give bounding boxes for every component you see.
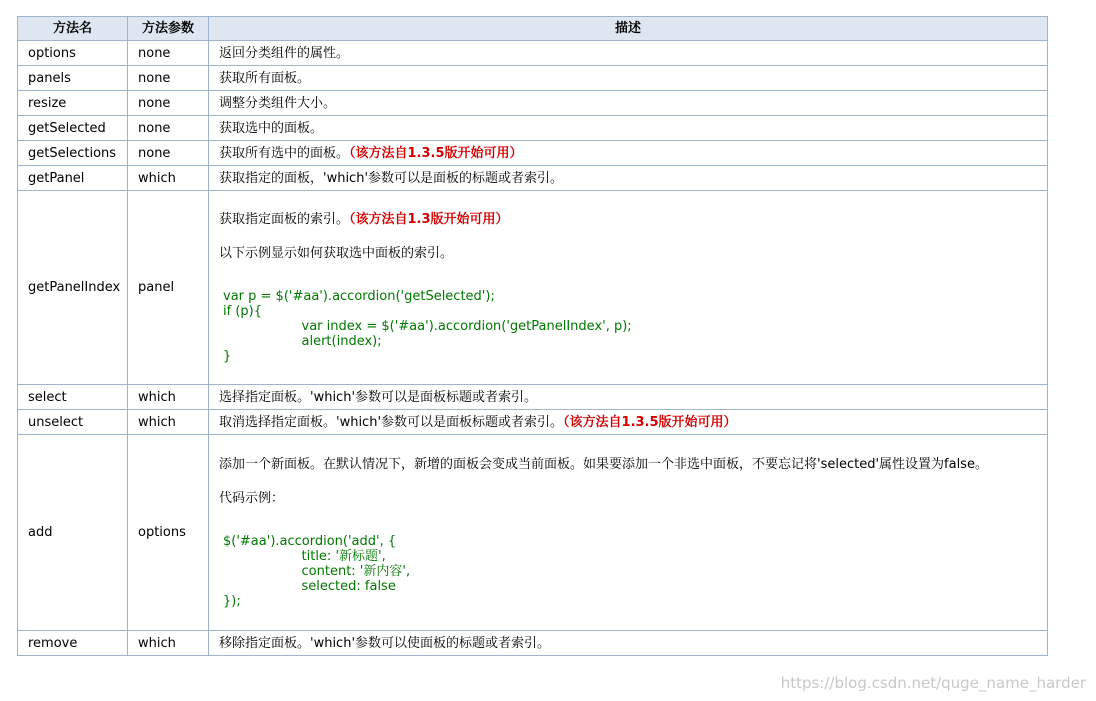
- method-name: unselect: [18, 410, 128, 435]
- method-params: none: [128, 116, 209, 141]
- method-params: which: [128, 631, 209, 656]
- method-description: [209, 66, 1048, 91]
- method-description: [209, 116, 1048, 141]
- table-row: [18, 435, 1048, 631]
- description-text: 取消选择指定面板。'which'参数可以是面板标题或者索引。: [219, 414, 564, 430]
- method-name: panels: [18, 66, 128, 91]
- table-row: [18, 91, 1048, 116]
- method-description: [209, 91, 1048, 116]
- method-params: none: [128, 66, 209, 91]
- description-text-2: 以下示例显示如何获取选中面板的索引。: [219, 246, 454, 261]
- method-description: [209, 410, 1048, 435]
- method-name: options: [18, 41, 128, 66]
- method-name: getSelections: [18, 141, 128, 166]
- description-text: 获取所有面板。: [219, 70, 311, 86]
- method-params: panel: [128, 191, 209, 385]
- table-row: [18, 191, 1048, 385]
- method-description: [209, 41, 1048, 66]
- watermark: https://blog.csdn.net/quge_name_harder: [780, 674, 1086, 692]
- table-header-row: [18, 17, 1048, 41]
- description-text: 选择指定面板。'which'参数可以是面板标题或者索引。: [219, 389, 538, 405]
- method-description: [209, 141, 1048, 166]
- description-text: 获取指定的面板，'which'参数可以是面板的标题或者索引。: [219, 170, 564, 186]
- description-text: 添加一个新面板。在默认情况下，新增的面板会变成当前面板。如果要添加一个非选中面板，不要忘记将'selected'属性设置为false。: [219, 457, 988, 472]
- method-name: getSelected: [18, 116, 128, 141]
- method-description: [209, 166, 1048, 191]
- method-params: none: [128, 91, 209, 116]
- table-row: [18, 116, 1048, 141]
- description-text: 获取选中的面板。: [219, 120, 324, 136]
- header-description: 描述: [209, 17, 1048, 41]
- method-description: [209, 191, 1048, 385]
- table-row: [18, 385, 1048, 410]
- table-row: [18, 141, 1048, 166]
- method-name: resize: [18, 91, 128, 116]
- description-text: 获取指定面板的索引。: [219, 212, 350, 227]
- table-row: [18, 410, 1048, 435]
- version-note: （该方法自1.3.5版开始可用）: [563, 414, 737, 430]
- header-params: 方法参数: [128, 17, 209, 41]
- methods-table: [17, 16, 1048, 656]
- description-text: 获取所有选中的面板。: [219, 145, 350, 161]
- method-name: getPanel: [18, 166, 128, 191]
- table-row: [18, 66, 1048, 91]
- method-description: [209, 631, 1048, 656]
- method-params: options: [128, 435, 209, 631]
- description-text: 返回分类组件的属性。: [219, 45, 350, 61]
- method-params: none: [128, 141, 209, 166]
- method-params: none: [128, 41, 209, 66]
- method-params: which: [128, 166, 209, 191]
- method-name: select: [18, 385, 128, 410]
- method-params: which: [128, 385, 209, 410]
- method-name: remove: [18, 631, 128, 656]
- table-row: [18, 41, 1048, 66]
- table-row: [18, 166, 1048, 191]
- method-description: [209, 435, 1048, 631]
- code-example: var p = $('#aa').accordion('getSelected'); if (p){ var index = $('#aa').accordion('getPanelIndex', p); alert(index); }: [223, 289, 632, 364]
- code-example: $('#aa').accordion('add', { title: '新标题', content: '新内容', selected: false });: [223, 534, 411, 609]
- version-note: （该方法自1.3版开始可用）: [349, 212, 509, 227]
- version-note: （该方法自1.3.5版开始可用）: [349, 145, 523, 161]
- method-description: [209, 385, 1048, 410]
- method-name: add: [18, 435, 128, 631]
- header-method: 方法名: [18, 17, 128, 41]
- description-text: 移除指定面板。'which'参数可以使面板的标题或者索引。: [219, 635, 551, 651]
- table-row: [18, 631, 1048, 656]
- description-text: 调整分类组件大小。: [219, 95, 337, 111]
- method-params: which: [128, 410, 209, 435]
- description-text-2: 代码示例：: [219, 491, 285, 506]
- method-name: getPanelIndex: [18, 191, 128, 385]
